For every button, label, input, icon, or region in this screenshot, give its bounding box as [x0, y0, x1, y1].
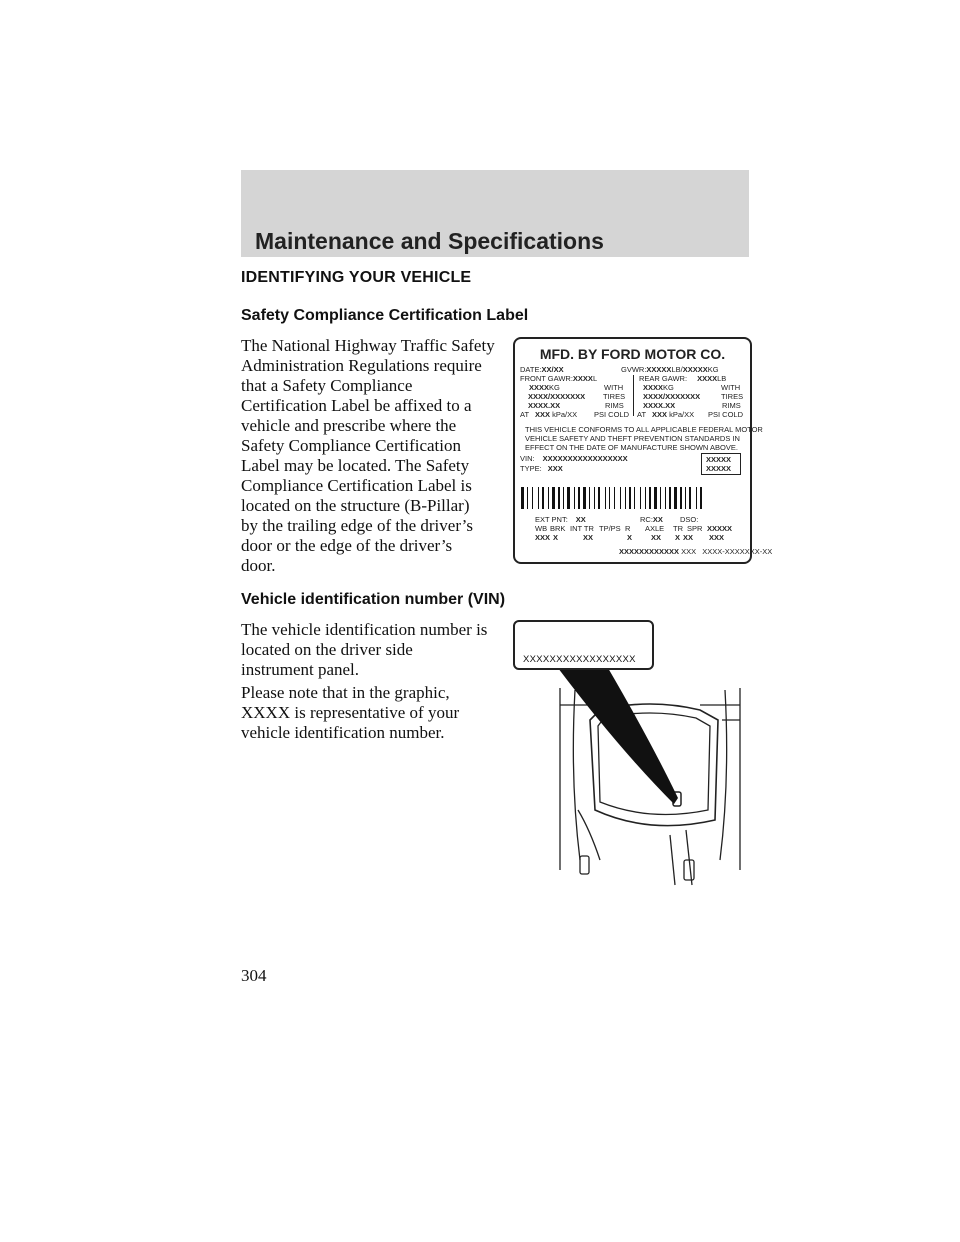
label-rear-gawr-label: REAR GAWR: [639, 374, 688, 383]
label-at-right-value: XXX [652, 410, 668, 419]
label-code-header: SPR [687, 524, 703, 533]
label-conformance-line: EFFECT ON THE DATE OF MANUFACTURE SHOWN ABOVE. [525, 443, 738, 452]
barcode-bar [609, 487, 610, 509]
barcode-bar [620, 487, 621, 509]
text-line: The vehicle identification number is [241, 620, 488, 639]
text-line: Label may be located. The Safety [241, 456, 470, 475]
barcode-bar [654, 487, 657, 509]
label-divider [633, 375, 634, 416]
label-front-kg-unit: KG [549, 383, 560, 392]
barcode-bar [685, 487, 686, 509]
barcode-bar [611, 487, 613, 509]
section-header-title: Maintenance and Specifications [255, 228, 604, 254]
barcode-bar [660, 487, 661, 509]
label-gvwr-value-kg: XXXXX [682, 365, 708, 374]
barcode-bar [652, 487, 653, 509]
label-front-tire-value: XXXX/XXXXXXX [528, 392, 586, 401]
barcode-bar [589, 487, 590, 509]
barcode-bar [571, 487, 573, 509]
label-rc-label: RC: [640, 515, 653, 524]
label-rear-rim-value: XXXX.XX [643, 401, 676, 410]
label-ext-paint-label: EXT PNT: [535, 515, 568, 524]
label-tires-right: TIRES [721, 392, 744, 401]
label-code-value: XX [651, 533, 662, 542]
barcode-bar [636, 487, 639, 509]
barcode-bar [594, 487, 595, 509]
barcode-bar [642, 487, 644, 509]
text-line: located on the driver side [241, 640, 413, 659]
barcode-bar [665, 487, 666, 509]
label-code-header: INT TR [570, 524, 594, 533]
label-kpa-left: kPa/XX [552, 410, 578, 419]
barcode-bar [587, 487, 588, 509]
barcode-bar [538, 487, 539, 509]
label-rear-gawr-value: XXXX [697, 374, 718, 383]
barcode-bar [649, 487, 651, 509]
text-line: instrument panel. [241, 660, 360, 679]
page-heading: IDENTIFYING YOUR VEHICLE [241, 269, 472, 286]
text-line: Certification Label be affixed to a [241, 396, 472, 415]
vin-heading: Vehicle identification number (VIN) [241, 591, 506, 608]
label-rear-kg-value: XXXX [643, 383, 664, 392]
text-line: vehicle identification number. [241, 723, 445, 742]
barcode-bar [576, 487, 577, 509]
label-code-header: WB [535, 524, 548, 533]
label-code-value: XX [683, 533, 694, 542]
barcode-bar [545, 487, 547, 509]
scc-paragraph [241, 336, 499, 576]
text-line: The National Highway Traffic Safety [241, 336, 495, 355]
callout-pointer [558, 668, 678, 804]
barcode-bar [578, 487, 580, 509]
label-code-header: BRK [550, 524, 566, 533]
label-rims-left: RIMS [605, 401, 624, 410]
barcode-bar [667, 487, 668, 509]
barcode-bar [561, 487, 562, 509]
barcode-bar [629, 487, 631, 509]
barcode-bar [607, 487, 608, 509]
label-front-gawr-unit: L [592, 374, 598, 383]
label-title: MFD. BY FORD MOTOR CO. [539, 346, 726, 362]
text-line: door. [241, 556, 276, 575]
label-vin-label: VIN: [520, 454, 535, 463]
label-code-box-line: XXXXX [706, 464, 732, 473]
label-code-value: X [675, 533, 681, 542]
label-kpa-right: kPa/XX [669, 410, 695, 419]
label-at-left-value: XXX [535, 410, 551, 419]
barcode-bar [640, 487, 641, 509]
label-conformance-line: THIS VEHICLE CONFORMS TO ALL APPLICABLE FEDERAL MOTOR [525, 425, 763, 434]
barcode-bar [605, 487, 606, 509]
barcode-bar [563, 487, 564, 509]
barcode-bar [596, 487, 597, 509]
label-gvwr-unit: LB/ [671, 365, 683, 374]
label-gvwr-label: GVWR: [621, 365, 647, 374]
barcode-bar [558, 487, 560, 509]
body-line [720, 690, 727, 860]
text-line: that a Safety Compliance [241, 376, 413, 395]
label-psi-left: PSI COLD [594, 410, 630, 419]
barcode-bar [674, 487, 677, 509]
label-date-value: XX/XX [541, 365, 564, 374]
barcode-bar [703, 487, 704, 509]
label-at-right: AT [637, 410, 646, 419]
label-rear-tire-value: XXXX/XXXXXXX [643, 392, 701, 401]
label-code-value: XXX [535, 533, 551, 542]
barcode-bar [581, 487, 582, 509]
barcode-bar [534, 487, 537, 509]
barcode-bar [532, 487, 533, 509]
vin-paragraph-note [241, 683, 499, 743]
scc-heading: Safety Compliance Certification Label [241, 307, 529, 324]
barcode-bar [678, 487, 679, 509]
barcode-bar [625, 487, 626, 509]
barcode-bar [696, 487, 697, 509]
barcode-bar [700, 487, 702, 509]
barcode-bar [672, 487, 673, 509]
barcode-bar [542, 487, 544, 509]
barcode-bar [556, 487, 557, 509]
label-bottom-code: XXX [681, 547, 697, 556]
label-barcode [521, 487, 743, 509]
barcode-bar [632, 487, 633, 509]
barcode-bar [616, 487, 619, 509]
barcode-bar [645, 487, 646, 509]
label-bottom-part-number: XXXX-XXXXXXX-XX [702, 547, 773, 556]
label-ext-paint-value: XX [575, 515, 586, 524]
barcode-bar [598, 487, 600, 509]
label-code-header: AXLE [645, 524, 665, 533]
vehicle-dashboard-illustration [500, 660, 760, 890]
barcode-bar [591, 487, 593, 509]
barcode-bar [574, 487, 575, 509]
barcode-bar [550, 487, 551, 509]
text-line: located on the structure (B-Pillar) [241, 496, 470, 515]
label-date-label: DATE: [520, 365, 542, 374]
barcode-bar [548, 487, 549, 509]
barcode-bar [658, 487, 659, 509]
label-gvwr-unit-kg: KG [707, 365, 719, 374]
barcode-bar [627, 487, 628, 509]
text-line: XXXX is representative of your [241, 703, 460, 722]
label-with-right: WITH [721, 383, 741, 392]
label-with-left: WITH [604, 383, 624, 392]
body-line [573, 690, 580, 860]
barcode-bar [567, 487, 570, 509]
label-code-value: XX [583, 533, 594, 542]
label-code-value: X [553, 533, 559, 542]
label-rear-kg-unit: KG [663, 383, 674, 392]
barcode-bar [698, 487, 699, 509]
label-rc-value: XX [652, 515, 663, 524]
label-code-header: R [625, 524, 631, 533]
vin-plate-text: XXXXXXXXXXXXXXXXX [523, 654, 636, 665]
vin-plate-callout [513, 620, 654, 670]
barcode-bar [634, 487, 635, 509]
text-line: Administration Regulations require [241, 356, 482, 375]
label-type-label: TYPE: [520, 464, 542, 473]
label-front-rim-value: XXXX.XX [528, 401, 561, 410]
barcode-bar [527, 487, 528, 509]
barcode-bar [601, 487, 604, 509]
label-vin-value: XXXXXXXXXXXXXXXXX [542, 454, 628, 463]
text-line: Please note that in the graphic, [241, 683, 450, 702]
label-code-box [701, 453, 741, 475]
label-code-header: TP/PS [599, 524, 621, 533]
barcode-bar [689, 487, 691, 509]
label-at-left: AT [520, 410, 529, 419]
label-front-kg-value: XXXX [529, 383, 550, 392]
label-code-box-line: XXXXX [706, 455, 732, 464]
barcode-bar [683, 487, 684, 509]
barcode-bar [565, 487, 566, 509]
label-psi-right: PSI COLD [708, 410, 744, 419]
text-line: door or the edge of the driver’s [241, 536, 453, 555]
barcode-bar [662, 487, 664, 509]
barcode-bar [680, 487, 682, 509]
barcode-bar [525, 487, 526, 509]
barcode-bar [552, 487, 555, 509]
label-code-extra: XXXXX [707, 524, 733, 533]
label-front-gawr-label: FRONT GAWR: [520, 374, 573, 383]
barcode-bar [622, 487, 624, 509]
label-tires-left: TIRES [603, 392, 626, 401]
barcode-bar [583, 487, 586, 509]
label-type-value: XXX [547, 464, 563, 473]
label-front-gawr-value: XXXX [572, 374, 593, 383]
barcode-bar [687, 487, 688, 509]
text-line: Compliance Certification Label is [241, 476, 472, 495]
barcode-bar [692, 487, 695, 509]
label-conformance-line: VEHICLE SAFETY AND THEFT PREVENTION STANDARDS IN [525, 434, 740, 443]
label-bottom-code: XXXXXXXXXXXX [619, 547, 680, 556]
label-code-value: X [627, 533, 633, 542]
text-line: by the trailing edge of the driver’s [241, 516, 473, 535]
mirror-icon [580, 856, 589, 874]
label-rims-right: RIMS [722, 401, 741, 410]
label-dso-label: DSO: [680, 515, 699, 524]
page-number: 304 [241, 966, 267, 985]
vin-paragraph-location [241, 620, 499, 680]
barcode-bar [540, 487, 541, 509]
certification-label-illustration [513, 337, 773, 564]
label-gvwr-value: XXXXX [646, 365, 672, 374]
barcode-bar [521, 487, 524, 509]
label-code-header: TR [673, 524, 683, 533]
barcode-bar [529, 487, 531, 509]
label-code-value: XXX [709, 533, 725, 542]
text-line: Safety Compliance Certification [241, 436, 461, 455]
barcode-bar [614, 487, 615, 509]
barcode-bar [669, 487, 671, 509]
barcode-bar [647, 487, 648, 509]
text-line: vehicle and prescribe where the [241, 416, 457, 435]
label-rear-gawr-unit: LB [717, 374, 727, 383]
